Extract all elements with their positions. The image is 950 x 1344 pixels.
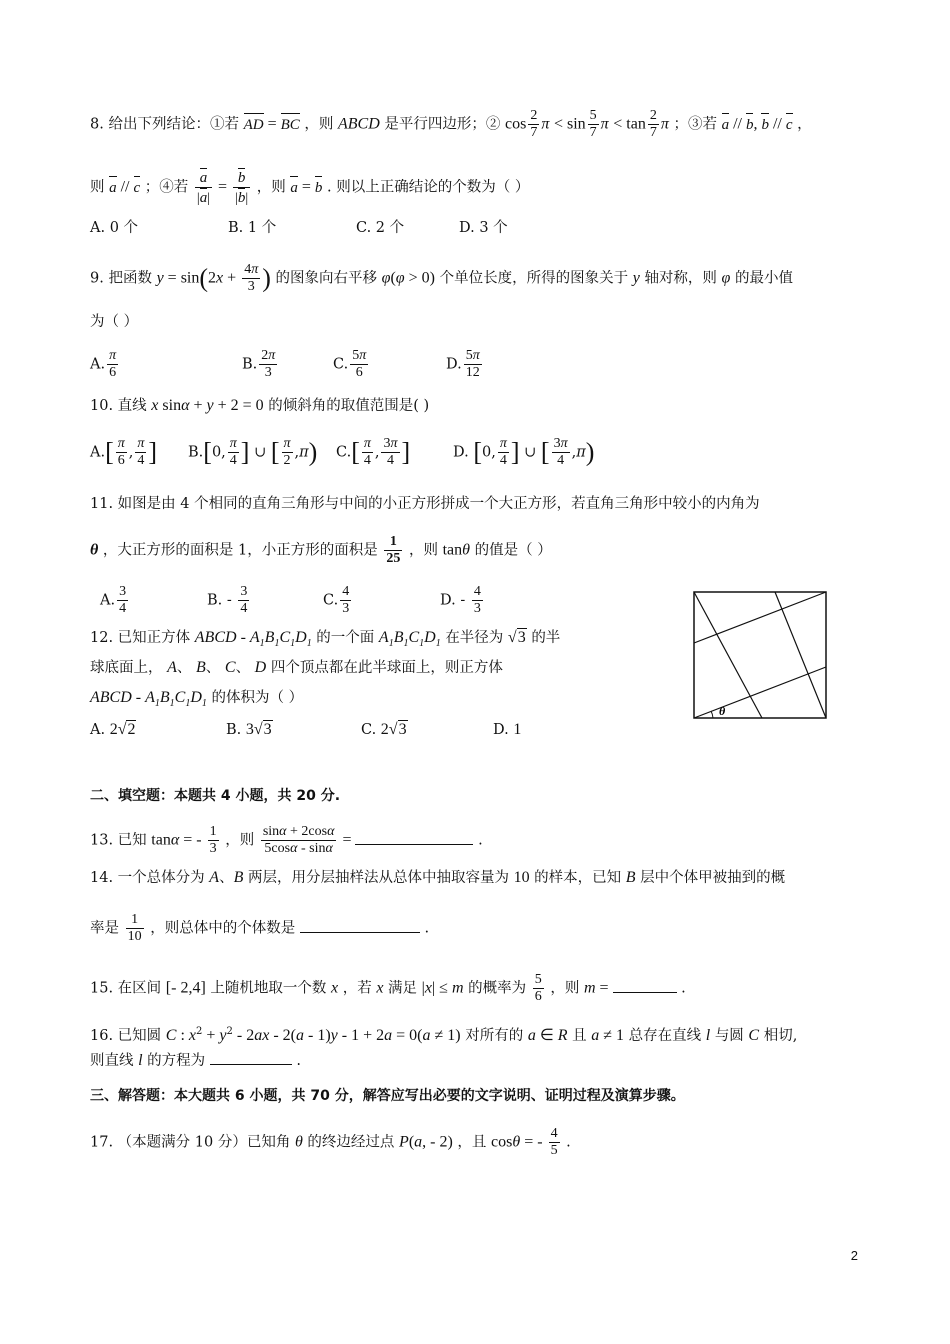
- q14-text: ，则总体中的个体数是: [150, 920, 296, 937]
- q17-line: 17. （本题满分 10 分）已知角 θ 的终边经过点 P(a, - 2) ，且 cosθ = - $\frac{4}{5}$ .: [90, 1126, 571, 1158]
- q8-text: ，则: [256, 179, 286, 196]
- q14-line2: 率是 $\frac{1}{10}$ ，则总体中的个体数是 .: [90, 912, 430, 944]
- q8-text: . 则以上正确结论的个数为（ ）: [327, 179, 530, 196]
- q9-option-d: D. $\frac{5\pi}{12}$: [446, 348, 480, 380]
- vec-bc: BC: [281, 113, 300, 135]
- q11-line2: θ ，大正方形的面积是 1，小正方形的面积是 $\frac{1}{25}$ ，则 tanθ 的值是（ ）: [90, 534, 552, 566]
- q16-text: 且: [572, 1027, 587, 1044]
- q12-option-d: D. 1: [493, 721, 522, 738]
- q9-line1: 9. 把函数 y = sin(2x + $\frac{4\pi}{3}$ ) 的图象向右平移 φ(φ > 0) 个单位长度，所得的图象关于 y 轴对称，则 φ 的最小值: [90, 262, 794, 294]
- q10-text: 的倾斜角的取值范围是( ): [268, 398, 430, 414]
- q16-text: 则直线: [90, 1053, 134, 1069]
- q12-option-b: B. 3√3: [226, 721, 272, 738]
- q12-text: 的半: [531, 630, 561, 646]
- q9-line2: 为（ ）: [90, 314, 139, 330]
- q13-text: 13. 已知: [90, 832, 147, 849]
- q17-text: 17. （本题满分 10 分）已知角: [90, 1134, 291, 1151]
- q16-line2: 则直线 l 的方程为 .: [90, 1052, 301, 1069]
- q16-text: 总存在直线: [628, 1027, 702, 1044]
- q12-line1: 12. 已知正方体 ABCD - $A_1B_1C_1D_1$ 的一个面 $A_1B_1C_1D_1$ 在半径为 √3 的半: [90, 629, 561, 650]
- q12-option-a: A. 2√2: [90, 721, 136, 738]
- q9-option-a: A. $\frac{\pi}{6}$: [90, 348, 117, 380]
- q17-text: .: [566, 1134, 571, 1151]
- q8-text: ；④若: [144, 179, 189, 196]
- q9-text: 的图象向右平移: [275, 270, 377, 287]
- q12-text: 12. 已知正方体: [90, 630, 191, 646]
- q8-option-c: C. 2 个: [356, 220, 405, 236]
- q16-text: 16. 已知圆: [90, 1027, 162, 1044]
- q11-option-c: C. $\frac{4}{3}$: [323, 584, 350, 616]
- q10-option-b: B.[0, $\frac{\pi}{4}$ ] ∪ [ $\frac{\pi}{2}$ ,π): [188, 436, 318, 468]
- square-figure: [693, 591, 827, 719]
- theta-label: θ: [719, 704, 726, 718]
- q11-option-a: A. $\frac{3}{4}$: [100, 584, 127, 616]
- q11-option-d: D. - $\frac{4}{3}$: [440, 584, 481, 616]
- q15-text: 上随机地取一个数: [210, 980, 327, 997]
- q15-answer-blank[interactable]: [613, 978, 677, 993]
- vec-ad: AD: [244, 113, 264, 135]
- q11-line1: 11. 如图是由 4 个相同的直角三角形与中间的小正方形拼成一个大正方形，若直角三角形中较小的内角为: [90, 496, 760, 512]
- q13-text: .: [478, 832, 483, 849]
- q8-option-d: D. 3 个: [459, 220, 508, 236]
- q12-text: 的一个面: [316, 630, 375, 646]
- section-fill-in: 二、填空题：本题共 4 小题，共 20 分.: [90, 788, 341, 804]
- q17-text: 的终边经过点: [307, 1134, 395, 1151]
- q9-text: 个单位长度，所得的图象关于: [439, 270, 629, 287]
- q13-text: ，则: [225, 832, 255, 849]
- q14-text: 14. 一个总体分为: [90, 870, 205, 886]
- q16-text: 的方程为: [147, 1053, 206, 1069]
- q13-line: 13. 已知 tanα = - $\frac{1}{3}$ ，则 $\frac{\sin\alpha + 2\cos\alpha}{5\cos\alpha - \sin\alpha}$ = .: [90, 824, 483, 856]
- q8-text: 8. 给出下列结论：①若: [90, 116, 239, 133]
- q8-text: 则: [90, 179, 105, 196]
- q15-text: 满足: [388, 980, 418, 997]
- q11-text: 的值是（ ）: [474, 542, 552, 559]
- q16-answer-blank[interactable]: [210, 1050, 292, 1065]
- q16-text: 与圆: [714, 1027, 744, 1044]
- q11-text: ，大正方形的面积是 1，小正方形的面积是: [102, 542, 378, 559]
- q13-answer-blank[interactable]: [355, 830, 473, 845]
- q16-text: .: [296, 1053, 301, 1069]
- q8-text: ；③若: [673, 116, 717, 133]
- section-solutions: 三、解答题：本大题共 6 小题，共 70 分，解答应写出必要的文字说明、证明过程及演算步骤。: [90, 1088, 685, 1104]
- q8-line2: 则 a // c ；④若 $\frac{a}{|a|}$ = $\frac{b}{|b|}$ ，则 a = b . 则以上正确结论的个数为（ ）: [90, 170, 530, 206]
- q8-option-a: A. 0 个: [90, 220, 139, 236]
- abcd: ABCD: [337, 115, 380, 133]
- q12-line3: ABCD - $A_1B_1C_1D_1$ 的体积为（ ）: [90, 689, 304, 710]
- q15-text: 15. 在区间: [90, 980, 162, 997]
- q14-text: 率是: [90, 920, 119, 937]
- q15-text: .: [681, 980, 686, 997]
- q11-text: ，则: [408, 542, 438, 559]
- q9-text: 9. 把函数: [90, 270, 152, 287]
- q16-text: 对所有的: [465, 1027, 524, 1044]
- q8-line1: 8. 给出下列结论：①若 AD = BC ，则 ABCD 是平行四边形；② cos $\frac{2}{7}$ π < sin $\frac{5}{7}$ π < tan $\frac{2}{7}$ π ；③若 a // b, b // c ，: [90, 108, 812, 140]
- page-number: 2: [850, 1248, 858, 1263]
- q10-option-a: A.[ $\frac{\pi}{6}$ , $\frac{\pi}{4}$ ]: [90, 436, 158, 468]
- q15-text: ，则: [550, 980, 580, 997]
- q15-text: 的概率为: [468, 980, 527, 997]
- q12-line2: 球底面上， A、 B、 C、 D 四个顶点都在此半球面上，则正方体: [90, 659, 503, 676]
- q15-line: 15. 在区间 [- 2,4] 上随机地取一个数 x ，若 x 满足 |x| ≤ m 的概率为 $\frac{5}{6}$ ，则 m = .: [90, 972, 686, 1004]
- q12-text: 在半径为: [445, 630, 504, 646]
- q14-text: .: [424, 920, 430, 937]
- q8-text: ，: [797, 116, 812, 133]
- q10-option-c: C.[ $\frac{\pi}{4}$ , $\frac{3\pi}{4}$ ]: [336, 436, 411, 468]
- q14-line1: 14. 一个总体分为 A、B 两层，用分层抽样法从总体中抽取容量为 10 的样本，已知 B 层中个体甲被抽到的概: [90, 869, 786, 886]
- q11-option-b: B. - $\frac{3}{4}$: [207, 584, 248, 616]
- q14-answer-blank[interactable]: [300, 918, 420, 933]
- q9-text: 的最小值: [735, 270, 794, 287]
- q14-text: 两层，用分层抽样法从总体中抽取容量为: [247, 870, 509, 886]
- q12-text: 球底面上，: [90, 660, 163, 676]
- q16-line1: 16. 已知圆 C : $x^2 + y^2 - 2ax - 2(a - 1)y - 1 + 2a = 0(a \ne 1)$ 对所有的 a ∈ R 且 a ≠ 1 总存在直线 l 与圆 C 相切,: [90, 1026, 798, 1044]
- q9-option-c: C. $\frac{5\pi}{6}$: [333, 348, 367, 380]
- q8-option-b: B. 1 个: [228, 220, 277, 236]
- q9-option-b: B. $\frac{2\pi}{3}$: [242, 348, 276, 380]
- q17-text: ，且: [457, 1134, 487, 1151]
- q8-text: ，则: [304, 116, 334, 133]
- q10-line1: 10. 直线 x sinα + y + 2 = 0 的倾斜角的取值范围是( ): [90, 397, 430, 414]
- q12-text: 的体积为（ ）: [211, 690, 304, 706]
- q14-text: 层中个体甲被抽到的概: [640, 870, 786, 886]
- q8-text: 是平行四边形；②: [384, 116, 501, 133]
- q12-option-c: C. 2√3: [361, 721, 407, 738]
- q16-text: 相切,: [763, 1027, 798, 1044]
- q15-text: ，若: [342, 980, 372, 997]
- q10-option-d: D. [0, $\frac{\pi}{4}$ ] ∪ [ $\frac{3\pi}{4}$ ,π): [453, 436, 595, 468]
- q14-text: 的样本，已知: [534, 870, 622, 886]
- q10-text: 10. 直线: [90, 398, 147, 414]
- q9-text: 轴对称，则: [644, 270, 717, 287]
- q12-text: 四个顶点都在此半球面上，则正方体: [270, 660, 503, 676]
